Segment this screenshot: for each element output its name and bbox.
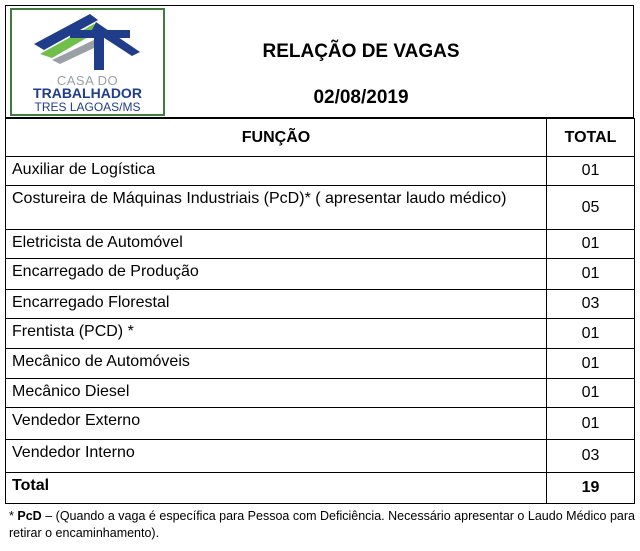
footnote	[9, 508, 635, 542]
footnote-text: – (Quando a vaga é específica para Pessoa com Deficiência. Necessário apresentar o Laudo Médico para retirar o encaminhamento).	[9, 509, 635, 540]
cell-total: 01	[547, 157, 635, 186]
vacancies-table	[5, 118, 635, 504]
page-title: RELAÇÃO DE VAGAS	[262, 41, 460, 62]
logo-line-1: CASA DO	[56, 73, 119, 88]
cell-total: 05	[547, 186, 635, 230]
table-total-row	[6, 473, 635, 504]
column-header-funcao: FUNÇÃO	[6, 119, 547, 157]
cell-funcao: Mecânico de Automóveis	[6, 349, 547, 379]
cell-total: 01	[547, 319, 635, 349]
cell-funcao: Eletricista de Automóvel	[6, 230, 547, 259]
cell-funcao: Vendedor Interno	[6, 440, 547, 473]
cell-total: 01	[547, 379, 635, 408]
cell-funcao: Costureira de Máquinas Industriais (PcD)* ( apresentar laudo médico)	[6, 186, 547, 230]
cell-funcao: Frentista (PCD) *	[6, 319, 547, 349]
header-box	[5, 5, 634, 118]
table-row	[6, 408, 635, 440]
cell-funcao: Auxiliar de Logística	[6, 157, 547, 186]
cell-funcao: Mecânico Diesel	[6, 379, 547, 408]
cell-total: 03	[547, 290, 635, 319]
table-row	[6, 259, 635, 290]
total-label: Total	[6, 473, 547, 504]
cell-funcao: Encarregado de Produção	[6, 259, 547, 290]
page-date: 02/08/2019	[313, 87, 409, 108]
table-header-row	[6, 119, 635, 157]
cell-total: 01	[547, 349, 635, 379]
table-row	[6, 186, 635, 230]
logo	[10, 8, 165, 116]
table-row	[6, 440, 635, 473]
logo-line-2: TRABALHADOR	[33, 85, 142, 101]
table-row	[6, 230, 635, 259]
cell-funcao: Vendedor Externo	[6, 408, 547, 440]
footnote-term: PcD	[17, 509, 42, 523]
logo-line-3: TRES LAGOAS/MS	[34, 100, 141, 114]
table-row	[6, 319, 635, 349]
table-row	[6, 349, 635, 379]
cell-total: 01	[547, 259, 635, 290]
column-header-total: TOTAL	[547, 119, 635, 157]
table-row	[6, 379, 635, 408]
footnote-prefix: *	[9, 509, 18, 523]
cell-funcao: Encarregado Florestal	[6, 290, 547, 319]
cell-total: 03	[547, 440, 635, 473]
cell-total: 01	[547, 230, 635, 259]
cell-total: 01	[547, 408, 635, 440]
table-row	[6, 157, 635, 186]
table-row	[6, 290, 635, 319]
house-logo-icon	[12, 10, 163, 74]
total-value: 19	[547, 473, 635, 504]
